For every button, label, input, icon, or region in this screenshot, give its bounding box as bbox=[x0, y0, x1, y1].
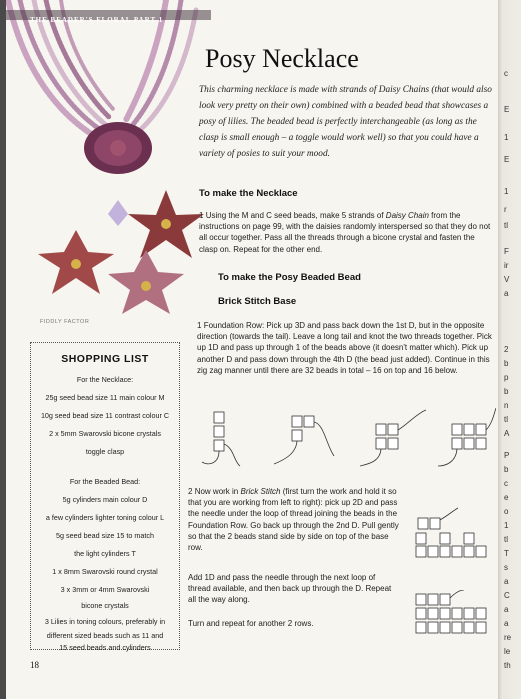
page-number: 18 bbox=[30, 660, 39, 670]
shopping-list-title: SHOPPING LIST bbox=[61, 353, 149, 365]
foundation-row-diagrams bbox=[200, 404, 496, 476]
heading-brick-stitch: Brick Stitch Base bbox=[218, 296, 297, 307]
shopping-list-line: 15 seed beads and cylinders bbox=[59, 643, 151, 652]
running-head bbox=[30, 16, 163, 24]
posy-step-2: 2 Now work in Brick Stitch (first turn the work and hold it so that you are working from left to right): pick up 2D and pass the needle under the loop of thread joining the beads in the Foundation Row. Go back up through the 2nd D. Pull gently so that the 2 beads stand side by side on top of the base row. bbox=[188, 487, 399, 553]
shopping-list-line: 3 Lilies in toning colours, preferably in bbox=[44, 617, 166, 626]
posy-step-1: 1 Foundation Row: Pick up 3D and pass back down the 1st D, but in the opposite direction (towards the tail). Leave a long tail and knot the two threads together. Pick up 1D and pass up through 1 of the beads above (it doesn't matter which). Pick up another D and pass down through the 4th D (the bead just added). Continue in this zig zag manner until there are 32 beads in total – 16 on top and 16 below. bbox=[197, 321, 492, 375]
shopping-list-line: 5g cylinders main colour D bbox=[62, 495, 148, 504]
page-title: Posy Necklace bbox=[205, 44, 359, 73]
shopping-list-line: 1 x 8mm Swarovski round crystal bbox=[52, 567, 158, 576]
brick-stitch-diagram-1 bbox=[412, 506, 496, 562]
shopping-list-line: 3 x 3mm or 4mm Swarovski bbox=[60, 585, 150, 594]
running-head-title: THE BEADER'S FLORAL bbox=[30, 16, 132, 24]
intro-paragraph: This charming necklace is made with strands of Daisy Chains (that would also look very pretty on their own) combined with a beaded bead that showcases a posy of lilies. The beaded bead is perfectly interchangeable (as long as the clasp is small enough – a toggle would work well) so that you could have a variety of posies to suit your mood. bbox=[199, 85, 492, 159]
posy-step-2b: Add 1D and pass the needle through the next loop of thread available, and then back up through the D. Repeat all the way along. bbox=[188, 573, 392, 605]
shopping-list-line: 2 x 5mm Swarovski bicone crystals bbox=[49, 429, 161, 438]
shopping-list-line: 10g seed bead size 11 contrast colour C bbox=[40, 411, 170, 420]
shopping-list-line: 5g seed bead size 15 to match bbox=[56, 531, 154, 540]
heading-posy-bead: To make the Posy Beaded Bead bbox=[218, 272, 361, 283]
shopping-list-line: For the Beaded Bead: bbox=[69, 477, 141, 486]
necklace-photo bbox=[6, 0, 216, 330]
posy-step-2c: Turn and repeat for another 2 rows. bbox=[188, 619, 314, 628]
shopping-list-line: different sized beads such as 11 and bbox=[46, 631, 164, 640]
shopping-list-line: the light cylinders T bbox=[74, 549, 136, 558]
shopping-list-box bbox=[30, 342, 180, 650]
fiddly-factor-caption: FIDDLY FACTOR bbox=[40, 319, 90, 325]
running-head-part: PART 1 bbox=[133, 16, 164, 24]
shopping-list-line: 25g seed bead size 11 main colour M bbox=[45, 393, 165, 402]
shopping-list-line: For the Necklace: bbox=[76, 375, 134, 384]
shopping-list-line: toggle clasp bbox=[85, 447, 125, 456]
heading-make-necklace: To make the Necklace bbox=[199, 188, 298, 199]
necklace-step-1: 1 Using the M and C seed beads, make 5 strands of Daisy Chain from the instructions on page 99, with the daisies randomly interspersed so that they do not all occur together. Pass all the threads through a bicone crystal and fasten the clasp on. Repeat for the other end. bbox=[199, 211, 491, 254]
shopping-list-line: bicone crystals bbox=[81, 601, 129, 610]
shopping-list-line: a few cylinders lighter toning colour L bbox=[45, 513, 165, 522]
brick-stitch-diagram-2 bbox=[412, 590, 496, 640]
